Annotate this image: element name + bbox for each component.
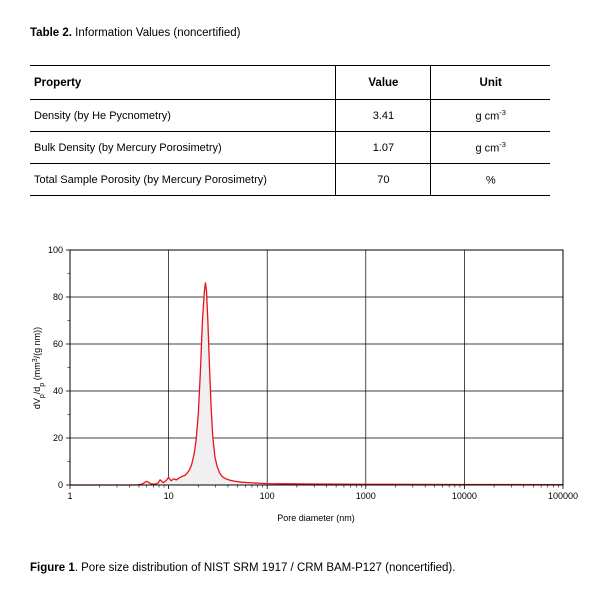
information-values-table <box>30 65 550 196</box>
table-header <box>30 66 550 100</box>
figure-caption <box>30 562 455 574</box>
cell-unit <box>431 132 550 164</box>
table-row <box>30 100 550 132</box>
unit-exponent: -3 <box>499 108 506 118</box>
svg-text:dVp/dp (mm3/(g nm)): $dV_p/d_p$ ($mm^3/(g$ nm)) <box>31 326 46 410</box>
table-row <box>30 164 550 196</box>
cell-unit <box>431 100 550 132</box>
cell-property: Total Sample Porosity (by Mercury Porosimetry) <box>30 164 336 196</box>
unit-base: g cm <box>475 142 500 155</box>
table-caption-label: Table 2. <box>30 27 72 39</box>
y-tick-label: 40 <box>52 386 63 397</box>
unit-base: % <box>485 174 496 187</box>
cell-unit <box>431 164 550 196</box>
y-axis-title <box>32 327 46 409</box>
cell-property: Density (by He Pycnometry) <box>30 100 336 132</box>
table-caption-text: Information Values (noncertified) <box>75 27 241 39</box>
cell-property: Bulk Density (by Mercury Porosimetry) <box>30 132 336 164</box>
y-tick-label: 100 <box>47 245 63 256</box>
plot-area-background <box>70 250 563 485</box>
pore-size-distribution-figure <box>18 236 588 541</box>
table-header-row <box>30 66 550 100</box>
x-tick-label: 100000 <box>547 491 579 501</box>
unit-base: g cm <box>475 110 500 123</box>
x-axis-title: Pore diameter (nm) <box>277 513 355 523</box>
unit-exponent: -3 <box>499 140 506 150</box>
cell-value: 70 <box>336 164 431 196</box>
x-tick-label: 1000 <box>355 491 376 501</box>
table-body <box>30 100 550 196</box>
column-header-unit: Unit <box>431 66 550 100</box>
column-header-property: Property <box>30 66 336 100</box>
cell-value: 1.07 <box>336 132 431 164</box>
table-row <box>30 132 550 164</box>
x-tick-label: 10000 <box>451 491 477 501</box>
x-tick-label: 100 <box>259 491 275 501</box>
x-tick-label: 10 <box>163 491 174 501</box>
figure-caption-text: . Pore size distribution of NIST SRM 1917 / CRM BAM-P127 (noncertified). <box>74 562 456 574</box>
column-header-value: Value <box>336 66 431 100</box>
y-tick-label: 60 <box>52 339 63 350</box>
x-tick-label: 1 <box>67 491 73 501</box>
y-tick-label: 0 <box>57 480 63 491</box>
chart-canvas <box>18 236 588 541</box>
figure-caption-label: Figure 1 <box>30 562 75 574</box>
y-tick-label: 20 <box>52 433 63 444</box>
cell-value: 3.41 <box>336 100 431 132</box>
table-caption <box>30 27 241 39</box>
y-tick-label: 80 <box>52 292 63 303</box>
